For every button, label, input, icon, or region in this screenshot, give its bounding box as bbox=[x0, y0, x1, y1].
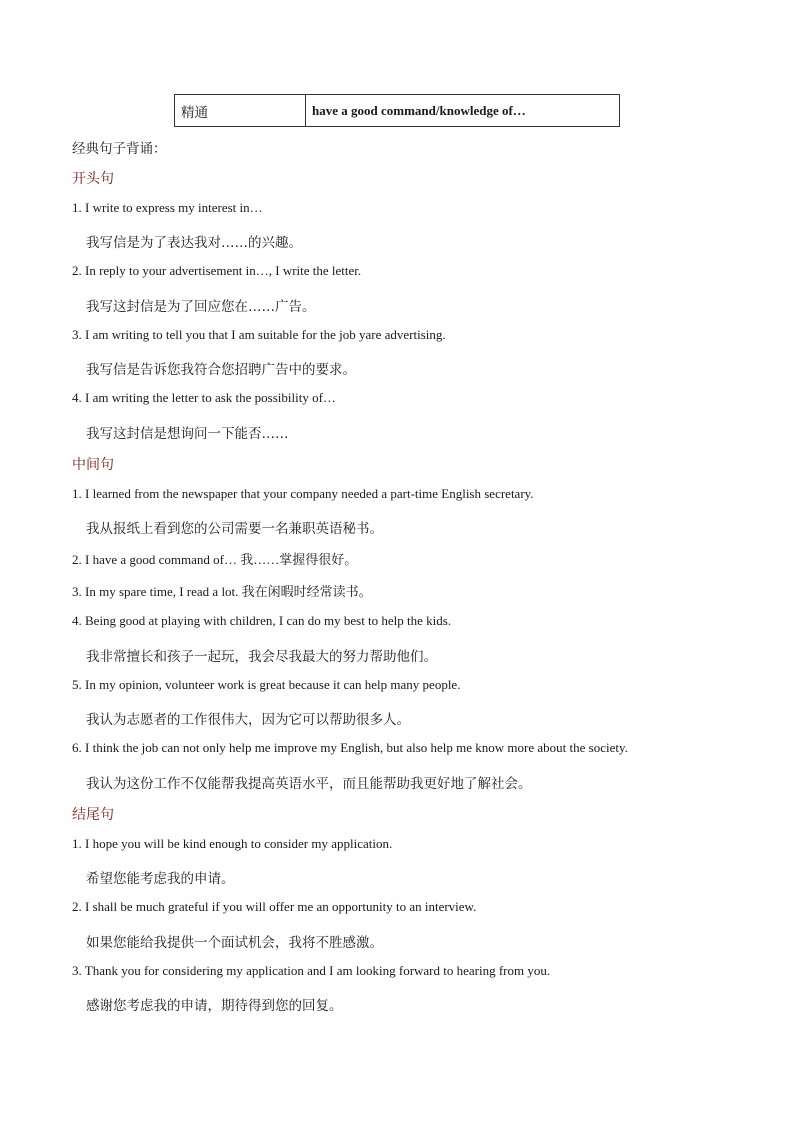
term-cell: 精通 bbox=[175, 95, 306, 127]
sentence-cn: 如果您能给我提供一个面试机会，我将不胜感激。 bbox=[86, 935, 383, 951]
sentence-cn: 我从报纸上看到您的公司需要一名兼职英语秘书。 bbox=[86, 521, 383, 537]
sentence-cn: 我写这封信是想询问一下能否…… bbox=[86, 426, 289, 442]
sentence-en: 5. In my opinion, volunteer work is great because it can help many people. bbox=[72, 677, 461, 692]
sentence-cn: 我写信是为了表达我对……的兴趣。 bbox=[86, 235, 302, 251]
sentence-en: 1. I write to express my interest in… bbox=[72, 200, 263, 215]
sentence-en: 6. I think the job can not only help me improve my English, but also help me know more about the society. bbox=[72, 740, 628, 755]
sentence-cn: 我非常擅长和孩子一起玩，我会尽我最大的努力帮助他们。 bbox=[86, 649, 437, 665]
sentence-cn: 我认为志愿者的工作很伟大，因为它可以帮助很多人。 bbox=[86, 712, 410, 728]
sentence-en: 1. I learned from the newspaper that your company needed a part-time English secretary. bbox=[72, 486, 534, 501]
phrase-cell: have a good command/knowledge of… bbox=[306, 95, 620, 127]
table-row bbox=[175, 95, 620, 127]
section-title-closing: 结尾句 bbox=[72, 807, 114, 823]
sentence-en: 4. Being good at playing with children, I can do my best to help the kids. bbox=[72, 613, 452, 628]
sentence-en: 2. I shall be much grateful if you will offer me an opportunity to an interview. bbox=[72, 899, 477, 914]
sentence-en: 3. Thank you for considering my application and I am looking forward to hearing from you. bbox=[72, 963, 551, 978]
sentence-cn: 希望您能考虑我的申请。 bbox=[86, 871, 235, 887]
intro-heading: 经典句子背诵： bbox=[72, 141, 167, 157]
section-title-opening: 开头句 bbox=[72, 171, 114, 187]
section-title-middle: 中间句 bbox=[72, 457, 114, 473]
sentence-en: 3. I am writing to tell you that I am suitable for the job yare advertising. bbox=[72, 327, 446, 342]
sentence-cn: 感谢您考虑我的申请，期待得到您的回复。 bbox=[86, 998, 343, 1014]
sentence-cn: 我写信是告诉您我符合您招聘广告中的要求。 bbox=[86, 362, 356, 378]
sentence-en: 2. In reply to your advertisement in…, I write the letter. bbox=[72, 263, 362, 278]
sentence-en: 2. I have a good command of… 我……掌握得很好。 bbox=[72, 552, 358, 567]
sentence-en: 4. I am writing the letter to ask the possibility of… bbox=[72, 390, 336, 405]
vocab-table bbox=[174, 94, 620, 127]
sentence-cn: 我认为这份工作不仅能帮我提高英语水平，而且能帮助我更好地了解社会。 bbox=[86, 776, 532, 792]
sentence-en: 1. I hope you will be kind enough to consider my application. bbox=[72, 836, 393, 851]
sentence-cn: 我写这封信是为了回应您在……广告。 bbox=[86, 299, 316, 315]
sentence-en: 3. In my spare time, I read a lot. 我在闲暇时经常读书。 bbox=[72, 584, 372, 599]
